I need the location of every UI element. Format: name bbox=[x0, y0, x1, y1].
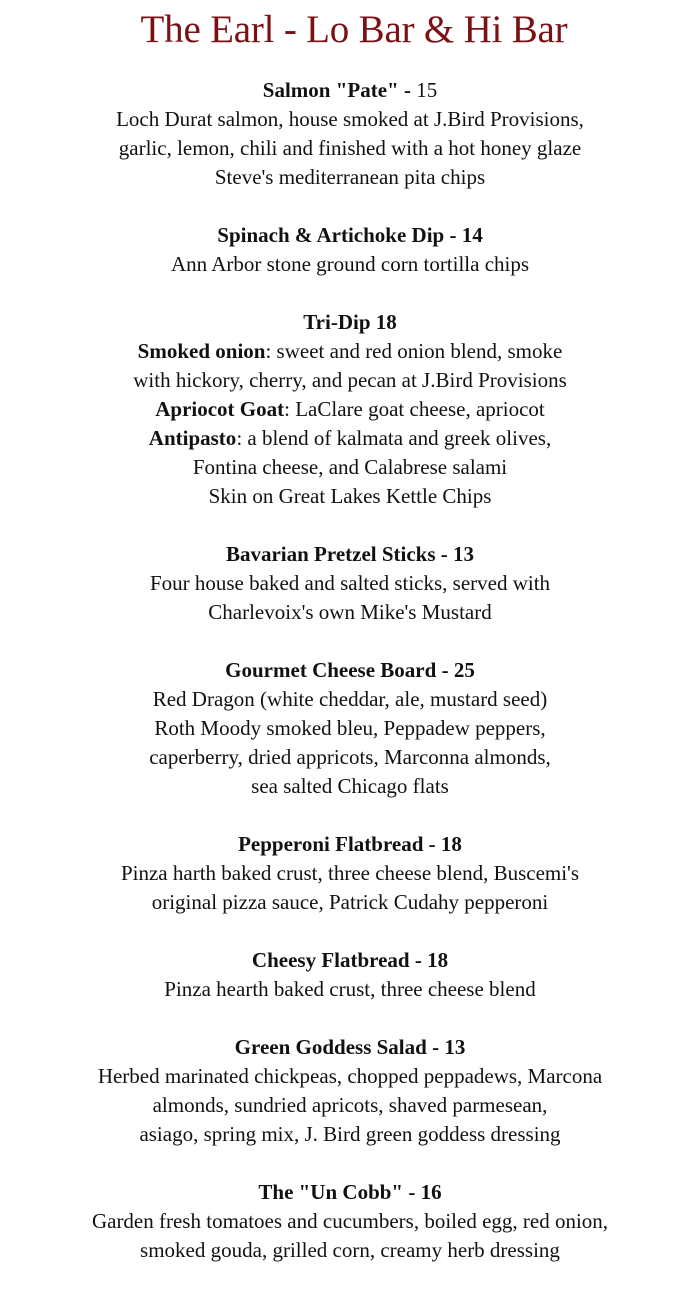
menu-item bbox=[0, 540, 700, 627]
item-heading bbox=[0, 540, 700, 569]
item-description-line: Loch Durat salmon, house smoked at J.Bird Provisions, bbox=[116, 107, 584, 131]
item-heading bbox=[0, 221, 700, 250]
item-description-line bbox=[0, 424, 700, 453]
item-heading bbox=[0, 656, 700, 685]
menu-item bbox=[0, 1033, 700, 1149]
item-description-line: Roth Moody smoked bleu, Peppadew peppers, bbox=[154, 716, 546, 740]
item-name: Gourmet Cheese Board bbox=[225, 658, 437, 682]
item-description-line: with hickory, cherry, and pecan at J.Bird Provisions bbox=[133, 368, 567, 392]
item-description-line: Red Dragon (white cheddar, ale, mustard seed) bbox=[152, 687, 548, 711]
item-description-line: Pinza hearth baked crust, three cheese blend bbox=[164, 977, 536, 1001]
dip-label: Antipasto bbox=[148, 426, 237, 450]
item-name: Pepperoni Flatbread bbox=[238, 832, 424, 856]
item-description-line: sea salted Chicago flats bbox=[251, 774, 449, 798]
item-name: Green Goddess Salad bbox=[234, 1035, 427, 1059]
dip-description: : a blend of kalmata and greek olives, bbox=[236, 426, 552, 450]
item-description-line: Herbed marinated chickpeas, chopped peppadews, Marcona bbox=[97, 1064, 603, 1088]
item-description-line bbox=[0, 395, 700, 424]
item-description-line: smoked gouda, grilled corn, creamy herb dressing bbox=[140, 1238, 560, 1262]
item-name: Spinach & Artichoke Dip bbox=[217, 223, 445, 247]
item-heading bbox=[0, 76, 700, 105]
menu-item bbox=[0, 656, 700, 801]
price-separator: - bbox=[409, 948, 428, 972]
item-name: Cheesy Flatbread bbox=[251, 948, 410, 972]
menu-item bbox=[0, 221, 700, 279]
item-price: 13 bbox=[444, 1035, 466, 1059]
menu-item bbox=[0, 76, 700, 192]
item-heading bbox=[0, 1178, 700, 1207]
price-separator: - bbox=[444, 223, 462, 247]
price-separator: - bbox=[398, 78, 417, 102]
item-description-line: Ann Arbor stone ground corn tortilla chips bbox=[170, 252, 530, 276]
item-price: 16 bbox=[420, 1180, 442, 1204]
item-name: Salmon "Pate" bbox=[262, 78, 399, 102]
price-separator: - bbox=[435, 542, 454, 566]
item-description-line: Skin on Great Lakes Kettle Chips bbox=[208, 484, 492, 508]
menu-item bbox=[0, 946, 700, 1004]
item-description-line: Charlevoix's own Mike's Mustard bbox=[208, 600, 492, 624]
dip-description: : sweet and red onion blend, smoke bbox=[265, 339, 563, 363]
price-separator: - bbox=[436, 658, 454, 682]
item-price: 13 bbox=[453, 542, 475, 566]
dip-label: Apriocot Goat bbox=[155, 397, 285, 421]
item-name: The "Un Cobb" bbox=[258, 1180, 404, 1204]
dip-description: : LaClare goat cheese, apriocot bbox=[284, 397, 545, 421]
menu-item bbox=[0, 830, 700, 917]
item-description-line: Steve's mediterranean pita chips bbox=[214, 165, 486, 189]
item-name: Tri-Dip bbox=[303, 310, 371, 334]
item-description-line: garlic, lemon, chili and finished with a hot honey glaze bbox=[118, 136, 582, 160]
item-description-line: asiago, spring mix, J. Bird green goddess dressing bbox=[139, 1122, 561, 1146]
item-heading bbox=[0, 946, 700, 975]
item-heading bbox=[0, 308, 700, 337]
item-price: 25 bbox=[453, 658, 475, 682]
menu-item bbox=[0, 1178, 700, 1265]
item-price: 18 bbox=[427, 948, 449, 972]
price-separator: - bbox=[403, 1180, 421, 1204]
item-description-line: Four house baked and salted sticks, served with bbox=[149, 571, 551, 595]
item-name: Bavarian Pretzel Sticks bbox=[225, 542, 436, 566]
price-separator: - bbox=[423, 832, 441, 856]
item-description-line bbox=[0, 337, 700, 366]
item-description-line: Garden fresh tomatoes and cucumbers, boiled egg, red onion, bbox=[91, 1209, 609, 1233]
item-price: 15 bbox=[416, 78, 438, 102]
item-heading bbox=[0, 830, 700, 859]
item-description-line: original pizza sauce, Patrick Cudahy pepperoni bbox=[151, 890, 549, 914]
item-heading bbox=[0, 1033, 700, 1062]
item-price: 18 bbox=[375, 310, 397, 334]
item-price: 14 bbox=[461, 223, 483, 247]
menu-items bbox=[0, 76, 700, 1265]
item-description-line: almonds, sundried apricots, shaved parmesean, bbox=[152, 1093, 548, 1117]
item-description-line: Pinza harth baked crust, three cheese blend, Buscemi's bbox=[120, 861, 580, 885]
item-price: 18 bbox=[440, 832, 462, 856]
item-description-line: caperberry, dried appricots, Marconna almonds, bbox=[149, 745, 551, 769]
menu-title: The Earl - Lo Bar & Hi Bar bbox=[140, 8, 568, 51]
item-description-line: Fontina cheese, and Calabrese salami bbox=[192, 455, 508, 479]
dip-label: Smoked onion bbox=[137, 339, 266, 363]
menu-item bbox=[0, 308, 700, 511]
price-separator: - bbox=[426, 1035, 445, 1059]
